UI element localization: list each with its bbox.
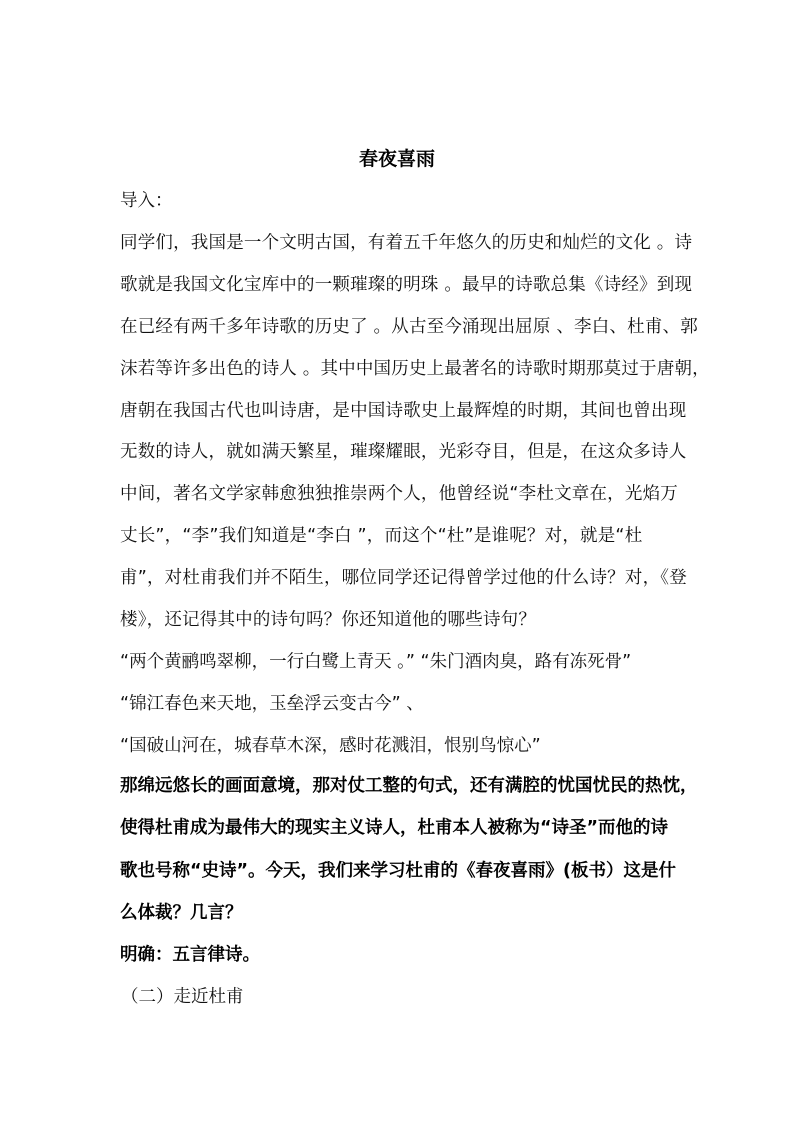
paragraph-line: 同学们，我国是一个文明古国，有着五千年悠久的历史和灿烂的文化 。诗 [120, 233, 693, 253]
paragraph-line: 楼》，还记得其中的诗句吗？你还知道他的哪些诗句？ [120, 610, 537, 630]
bold-line: 么体裁？几言？ [120, 903, 243, 923]
paragraph-line: 丈长”，“李”我们知道是“李白 ”，而这个“杜”是谁呢？对，就是“杜 [120, 526, 643, 546]
quote-line: “两个黄鹂鸣翠柳，一行白鹭上青天 。” “朱门酒肉臭，路有冻死骨” [120, 652, 632, 672]
quote-line: “国破山河在，城春草木深，感时花溅泪，恨别鸟惊心” [120, 736, 541, 756]
paragraph-line: 无数的诗人，就如满天繁星，璀璨耀眼，光彩夺目，但是，在这众多诗人 [120, 442, 687, 462]
paragraph-line: 唐朝在我国古代也叫诗唐，是中国诗歌史上最辉煌的时期，其间也曾出现 [120, 401, 687, 421]
paragraph-line: 中间，著名文学家韩愈独独推崇两个人，他曾经说“李杜文章在，光焰万 [120, 484, 678, 504]
paragraph-line: 歌就是我国文化宝库中的一颗璀璨的明珠 。最早的诗歌总集《诗经》到现 [120, 275, 693, 295]
paragraph-line: 沫若等许多出色的诗人 。其中中国历史上最著名的诗歌时期那莫过于唐朝， [120, 359, 710, 379]
paragraph-line: 甫”，对杜甫我们并不陌生，哪位同学还记得曾学过他的什么诗？对，《登 [120, 568, 687, 588]
answer-line: 明确：五言律诗。 [120, 945, 260, 965]
intro-label: 导入： [120, 191, 173, 211]
paragraph-line: 在已经有两千多年诗歌的历史了 。从古至今涌现出屈原 、李白、杜甫、郭 [120, 317, 698, 337]
quote-line: “锦江春色来天地，玉垒浮云变古今” 、 [120, 694, 424, 714]
section-heading: （二）走近杜甫 [121, 987, 244, 1007]
document-title: 春夜喜雨 [358, 148, 435, 170]
bold-line: 使得杜甫成为最伟大的现实主义诗人，杜甫本人被称为“诗圣”而他的诗 [120, 818, 669, 838]
bold-line: 歌也号称“史诗”。今天，我们来学习杜甫的《春夜喜雨》(板书）这是什 [120, 861, 676, 881]
bold-line: 那绵远悠长的画面意境，那对仗工整的句式，还有满腔的忧国忧民的热忱， [120, 776, 698, 796]
